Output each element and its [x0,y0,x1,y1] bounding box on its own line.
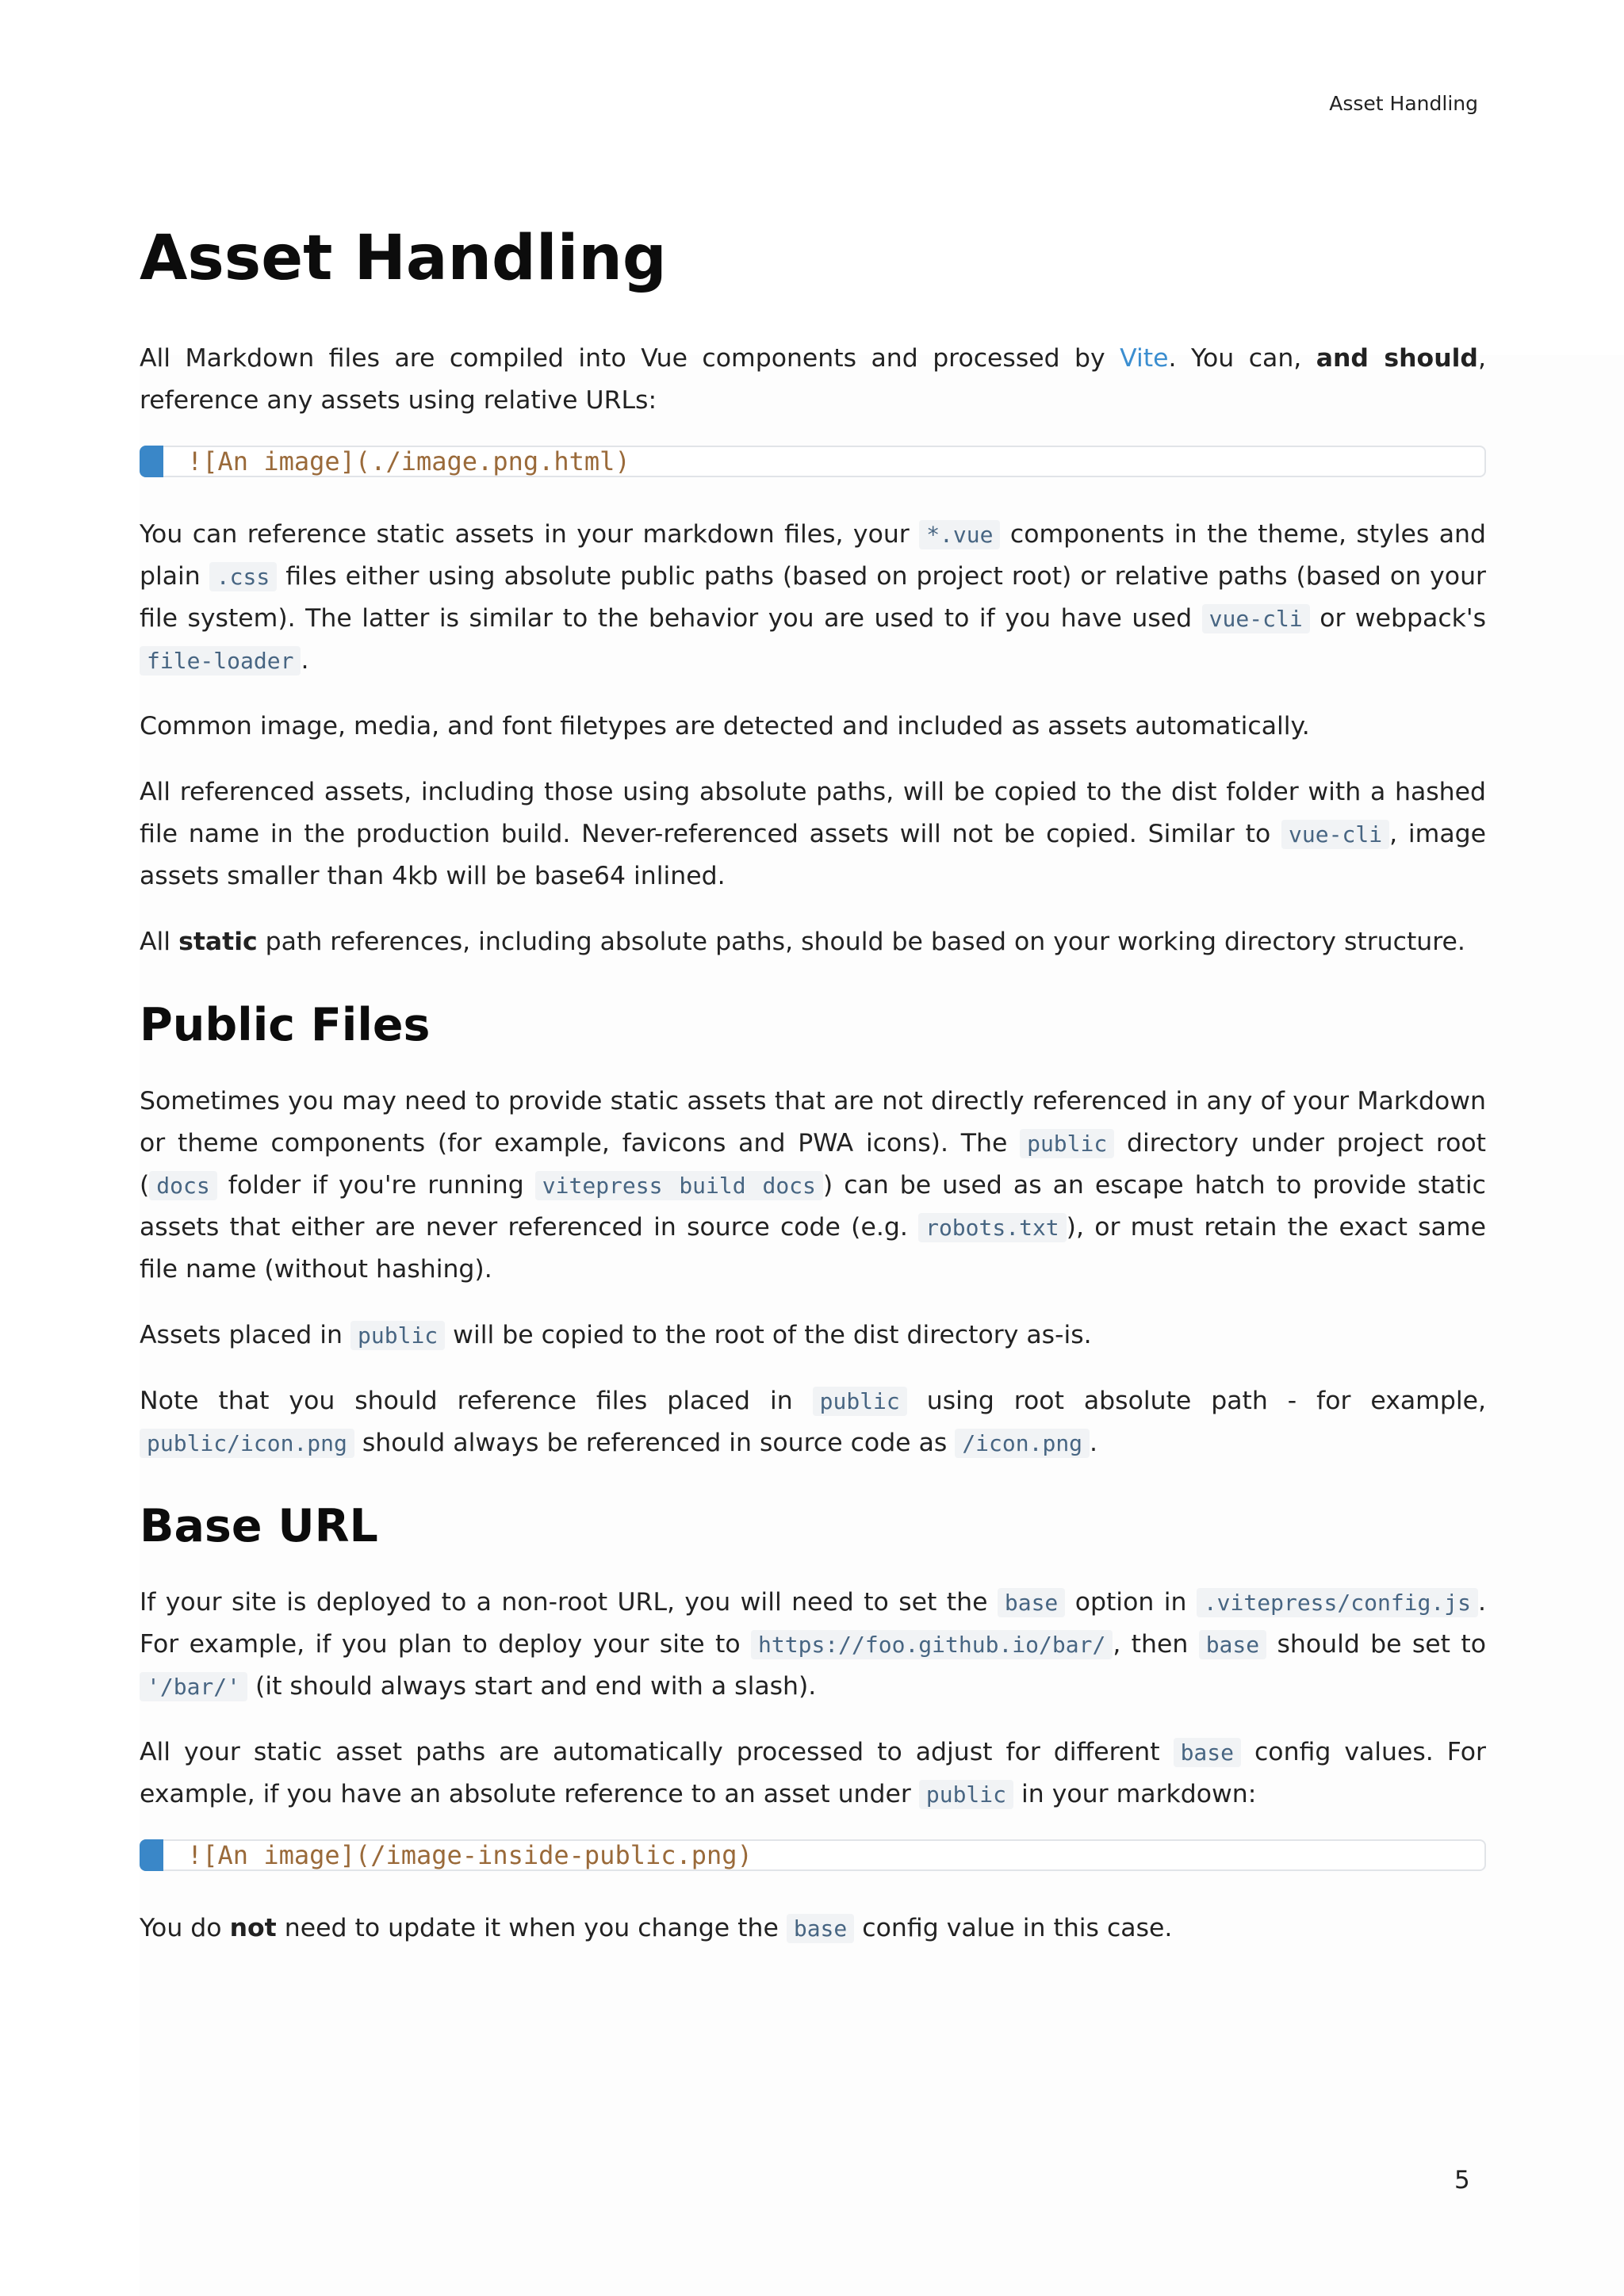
text: You do [140,1914,230,1943]
static-paths-paragraph [140,921,1486,963]
text: need to update it when you change the [276,1914,787,1943]
page-number: 5 [1454,2166,1470,2195]
assets-placed-paragraph [140,1314,1486,1357]
running-header: Asset Handling [1329,92,1478,115]
inline-code: /icon.png [955,1429,1090,1458]
inline-code: vitepress build docs [535,1171,823,1200]
inline-code: base [998,1588,1065,1617]
text: using root absolute path - for example, [906,1386,1486,1415]
inline-code: file-loader [140,646,301,675]
inline-code: '/bar/' [140,1672,247,1701]
text: All your static asset paths are automatically processed to adjust for different [140,1738,1174,1767]
public-files-paragraph [140,1081,1486,1291]
inline-code: public/icon.png [140,1429,354,1458]
inline-code: public [350,1321,445,1350]
text: files either using absolute public paths (based on project root) or relative paths (based on your file system). The latter is similar to the behavior you are used to if you have used [140,561,1486,633]
text: Note that you should reference files placed in [140,1386,813,1415]
code-block [140,1839,1486,1871]
inline-code: docs [149,1171,216,1200]
inline-code: public [1020,1129,1114,1158]
section-heading-public-files: Public Files [140,998,431,1051]
text: will be copied to the root of the dist directory as-is. [445,1320,1092,1349]
code-line: ![An image](/image-inside-public.png) [187,1840,753,1871]
inline-code: https://foo.github.io/bar/ [751,1630,1113,1659]
text: All Markdown files are compiled into Vue components and processed by [140,343,1120,373]
page-title: Asset Handling [140,223,667,294]
text: should be set to [1266,1630,1487,1659]
text: ), or must retain the exact same file name (without hashing). [140,1212,1486,1284]
text: directory under project root ( [140,1128,1486,1200]
bold-text: and should [1316,343,1478,373]
text: , reference any assets using relative URLs: [140,343,1486,415]
text: or webpack's [1309,603,1486,633]
reference-paragraph [140,514,1486,682]
content [140,222,1486,1973]
inline-code: robots.txt [918,1213,1067,1242]
text: . [301,645,309,675]
text: All referenced assets, including those using absolute paths, will be copied to the dist folder with a hashed file name in the production build. Never-referenced assets will not be copied. Similar to [140,777,1486,848]
text: option in [1065,1588,1197,1617]
common-filetypes-paragraph: Common image, media, and font filetypes are detected and included as assets automatically. [140,711,1310,740]
text: path references, including absolute paths, should be based on your working directory structure. [257,927,1465,956]
text: folder if you're running [216,1170,535,1200]
text: . [1090,1428,1098,1457]
text: config values. For example, if you have an absolute reference to an asset under [140,1738,1486,1809]
vite-link[interactable]: Vite [1120,343,1169,373]
intro-paragraph [140,338,1486,422]
text: Sometimes you may need to provide static assets that are not directly referenced in any of your Markdown or theme components (for example, favicons and PWA icons). The [140,1086,1486,1158]
code-block-accent [140,1839,163,1871]
inline-code: vue-cli [1281,820,1389,849]
inline-code: .vitepress/config.js [1197,1588,1478,1617]
text: . For example, if you plan to deploy your site to [140,1588,1486,1659]
text: should always be referenced in source code as [354,1428,956,1457]
bold-text: not [229,1914,277,1943]
code-block [140,446,1486,477]
inline-code: .css [209,562,277,591]
text: components in the theme, styles and plain [140,519,1487,591]
text: . You can, [1168,343,1316,373]
text: ) can be used as an escape hatch to provide static assets that either are never referenced in source code (e.g. [140,1170,1487,1242]
text: Assets placed in [140,1320,351,1349]
section-heading-base-url: Base URL [140,1499,378,1552]
inline-code: public [919,1780,1013,1809]
text: config value in this case. [854,1914,1173,1943]
no-update-paragraph [140,1908,1486,1950]
note-paragraph [140,1380,1486,1464]
inline-code: public [813,1387,907,1416]
inline-code: base [1174,1738,1241,1767]
text: You can reference static assets in your markdown files, your [140,519,920,549]
inline-code: base [787,1914,854,1943]
text: All [140,927,179,956]
code-line: ![An image](./image.png.html) [187,446,630,476]
bold-text: static [178,927,258,956]
inline-code: vue-cli [1202,604,1310,633]
text: If your site is deployed to a non-root URL, you will need to set the [140,1588,998,1617]
text: in your markdown: [1013,1780,1257,1809]
inline-code: *.vue [919,520,1000,549]
text: (it should always start and end with a slash). [247,1672,817,1701]
inline-code: base [1199,1630,1266,1659]
text: , then [1113,1630,1199,1659]
referenced-assets-paragraph [140,771,1486,897]
code-block-accent [140,446,163,477]
text: , image assets smaller than 4kb will be base64 inlined. [140,819,1486,890]
base-url-paragraph [140,1582,1486,1708]
asset-paths-paragraph [140,1732,1486,1816]
